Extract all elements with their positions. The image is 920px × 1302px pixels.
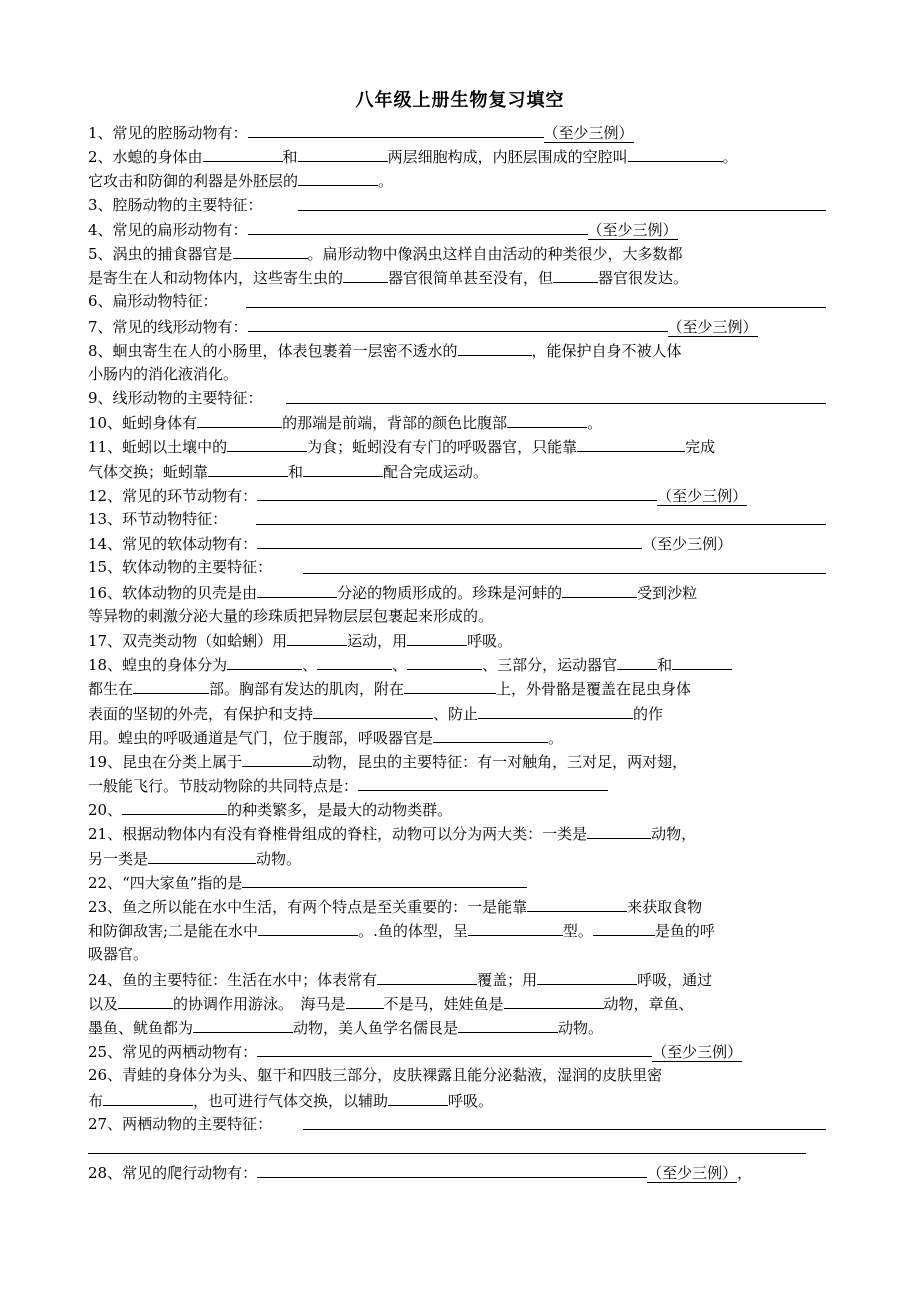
answer-line[interactable] — [246, 307, 826, 308]
question-21-cont: 另一类是 动物。 — [88, 846, 826, 870]
answer-blank[interactable] — [593, 918, 655, 936]
question-2: 2、水螅的身体由 和 两层细胞构成，内胚层围成的空腔叫 。 — [88, 144, 826, 168]
answer-blank[interactable] — [103, 1088, 193, 1106]
answer-blank[interactable] — [257, 580, 337, 598]
answer-blank[interactable] — [257, 1039, 652, 1057]
answer-blank[interactable] — [248, 217, 588, 235]
answer-blank[interactable] — [122, 797, 227, 815]
question-2-cont: 它攻击和防御的利器是外胚层的 。 — [88, 168, 826, 192]
answer-blank[interactable] — [433, 725, 548, 743]
answer-blank[interactable] — [287, 628, 347, 646]
answer-blank[interactable] — [248, 120, 544, 138]
answer-blank[interactable] — [317, 652, 392, 670]
question-15: 15、软体动物的主要特征： — [88, 555, 826, 579]
answer-line[interactable] — [303, 573, 826, 574]
answer-blank[interactable] — [553, 265, 598, 283]
answer-line[interactable] — [303, 1129, 826, 1130]
question-20: 20、 的种类繁多，是最大的动物类群。 — [88, 797, 826, 821]
page-title: 八年级上册生物复习填空 — [355, 90, 565, 111]
question-27: 27、两栖动物的主要特征： — [88, 1112, 826, 1136]
answer-line[interactable] — [286, 403, 826, 404]
answer-blank[interactable] — [478, 701, 633, 719]
question-21: 21、根据动物体内有没有脊椎骨组成的脊柱，动物可以分为两大类：一类是 动物， — [88, 821, 826, 845]
answer-blank[interactable] — [672, 652, 732, 670]
answer-blank[interactable] — [257, 1160, 647, 1178]
question-1: 1、常见的腔肠动物有： （至少三例） — [88, 120, 826, 144]
answer-blank[interactable] — [208, 459, 288, 477]
answer-blank[interactable] — [242, 749, 312, 767]
question-28: 28、常见的爬行动物有： （至少三例）， — [88, 1160, 826, 1184]
question-7: 7、常见的线形动物有： （至少三例） — [88, 314, 826, 338]
answer-blank[interactable] — [504, 991, 604, 1009]
question-23-cont-2: 吸器官。 — [88, 945, 149, 964]
answer-blank[interactable] — [257, 531, 642, 549]
question-19: 19、昆虫在分类上属于 动物，昆虫的主要特征：有一对触角，三对足，两对翅， — [88, 749, 826, 773]
answer-blank[interactable] — [257, 483, 657, 501]
question-18-cont-2: 表面的坚韧的外壳，有保护和支持 、防止 的作 — [88, 701, 826, 725]
answer-blank[interactable] — [233, 241, 308, 259]
answer-blank[interactable] — [248, 314, 668, 332]
answer-blank[interactable] — [227, 652, 302, 670]
question-19-cont: 一般能飞行。节肢动物除的共同特点是： — [88, 773, 826, 797]
question-24-cont-1: 以及 的协调作用游泳。 海马是 不是马，娃娃鱼是 动物，章鱼、 — [88, 991, 826, 1015]
question-12: 12、常见的环节动物有： （至少三例） — [88, 483, 826, 507]
question-18: 18、蝗虫的身体分为 、 、 、三部分，运动器官 和 — [88, 652, 826, 676]
question-13: 13、环节动物特征： — [88, 507, 826, 531]
answer-blank[interactable] — [193, 1015, 293, 1033]
question-4: 4、常见的扁形动物有： （至少三例） — [88, 217, 826, 241]
answer-line[interactable] — [88, 1153, 806, 1154]
answer-blank[interactable] — [242, 870, 527, 888]
answer-blank[interactable] — [343, 265, 388, 283]
question-18-cont-1: 都生在 部。胸部有发达的肌肉，附在 上，外骨骼是覆盖在昆虫身体 — [88, 676, 826, 700]
answer-blank[interactable] — [227, 434, 307, 452]
answer-blank[interactable] — [562, 580, 637, 598]
answer-blank[interactable] — [358, 773, 608, 791]
question-16-cont: 等异物的刺激分泌大量的珍珠质把异物层层包裹起来形成的。 — [88, 606, 494, 625]
question-22: 22、“四大家鱼”指的是 — [88, 870, 826, 894]
answer-blank[interactable] — [197, 410, 282, 428]
answer-blank[interactable] — [527, 894, 627, 912]
question-10: 10、蚯蚓身体有 的那端是前端，背部的颜色比腹部 。 — [88, 410, 826, 434]
question-14: 14、常见的软体动物有： （至少三例） — [88, 531, 826, 555]
answer-blank[interactable] — [118, 991, 173, 1009]
question-6: 6、扁形动物特征： — [88, 289, 826, 313]
answer-blank[interactable] — [388, 1088, 448, 1106]
answer-blank[interactable] — [577, 434, 685, 452]
answer-line[interactable] — [298, 210, 826, 211]
answer-blank[interactable] — [507, 410, 587, 428]
answer-blank[interactable] — [298, 144, 388, 162]
answer-blank[interactable] — [468, 918, 563, 936]
question-24: 24、鱼的主要特征：生活在水中；体表常有 覆盖；用 呼吸，通过 — [88, 967, 826, 991]
question-8-cont: 小肠内的消化液消化。 — [88, 364, 239, 383]
answer-blank[interactable] — [303, 459, 383, 477]
answer-blank[interactable] — [133, 676, 209, 694]
question-16: 16、软体动物的贝壳是由 分泌的物质形成的。珍珠是河蚌的 受到沙粒 — [88, 580, 826, 604]
answer-blank[interactable] — [628, 144, 723, 162]
answer-blank[interactable] — [537, 967, 637, 985]
question-11-cont: 气体交换；蚯蚓靠 和 配合完成运动。 — [88, 459, 826, 483]
answer-blank[interactable] — [407, 628, 467, 646]
answer-blank[interactable] — [258, 918, 358, 936]
question-5: 5、涡虫的捕食器官是 。扁形动物中像涡虫这样自由活动的种类很少，大多数都 — [88, 241, 826, 265]
question-23-cont: 和防御敌害;二是能在水中 。.鱼的体型，呈 型。 是鱼的呼 — [88, 918, 826, 942]
answer-blank[interactable] — [298, 168, 378, 186]
answer-blank[interactable] — [458, 1015, 558, 1033]
answer-blank[interactable] — [377, 967, 477, 985]
answer-line[interactable] — [256, 524, 826, 525]
answer-blank[interactable] — [617, 652, 657, 670]
answer-blank[interactable] — [404, 676, 496, 694]
answer-blank[interactable] — [458, 338, 532, 356]
question-27-cont — [88, 1136, 826, 1160]
answer-blank[interactable] — [148, 846, 256, 864]
question-5-cont: 是寄生在人和动物体内，这些寄生虫的 器官很简单甚至没有，但 器官很发达。 — [88, 265, 826, 289]
question-25: 25、常见的两栖动物有： （至少三例） — [88, 1039, 826, 1063]
question-26: 26、青蛙的身体分为头、躯干和四肢三部分，皮肤裸露且能分泌黏液，湿润的皮肤里密 — [88, 1066, 663, 1085]
question-23: 23、鱼之所以能在水中生活，有两个特点是至关重要的：一是能靠 来获取食物 — [88, 894, 826, 918]
answer-blank[interactable] — [587, 821, 651, 839]
question-18-cont-3: 用。蝗虫的呼吸通道是气门，位于腹部，呼吸器官是 。 — [88, 725, 826, 749]
question-24-cont-2: 墨鱼、鱿鱼都为 动物，美人鱼学名儒艮是 动物。 — [88, 1015, 826, 1039]
question-11: 11、蚯蚓以土壤中的 为食；蚯蚓没有专门的呼吸器官，只能靠 完成 — [88, 434, 826, 458]
answer-blank[interactable] — [407, 652, 482, 670]
question-26-cont: 布 ，也可进行气体交换，以辅助 呼吸。 — [88, 1088, 826, 1112]
question-8: 8、蛔虫寄生在人的小肠里，体表包裹着一层密不透水的 ，能保护自身不被人体 — [88, 338, 826, 362]
answer-blank[interactable] — [346, 991, 384, 1009]
question-3: 3、腔肠动物的主要特征： — [88, 193, 826, 217]
question-17: 17、双壳类动物（如蛤蜊）用 运动，用 呼吸。 — [88, 628, 826, 652]
worksheet-content — [88, 120, 826, 1184]
answer-blank[interactable] — [313, 701, 433, 719]
question-9: 9、线形动物的主要特征： — [88, 386, 826, 410]
answer-blank[interactable] — [203, 144, 283, 162]
